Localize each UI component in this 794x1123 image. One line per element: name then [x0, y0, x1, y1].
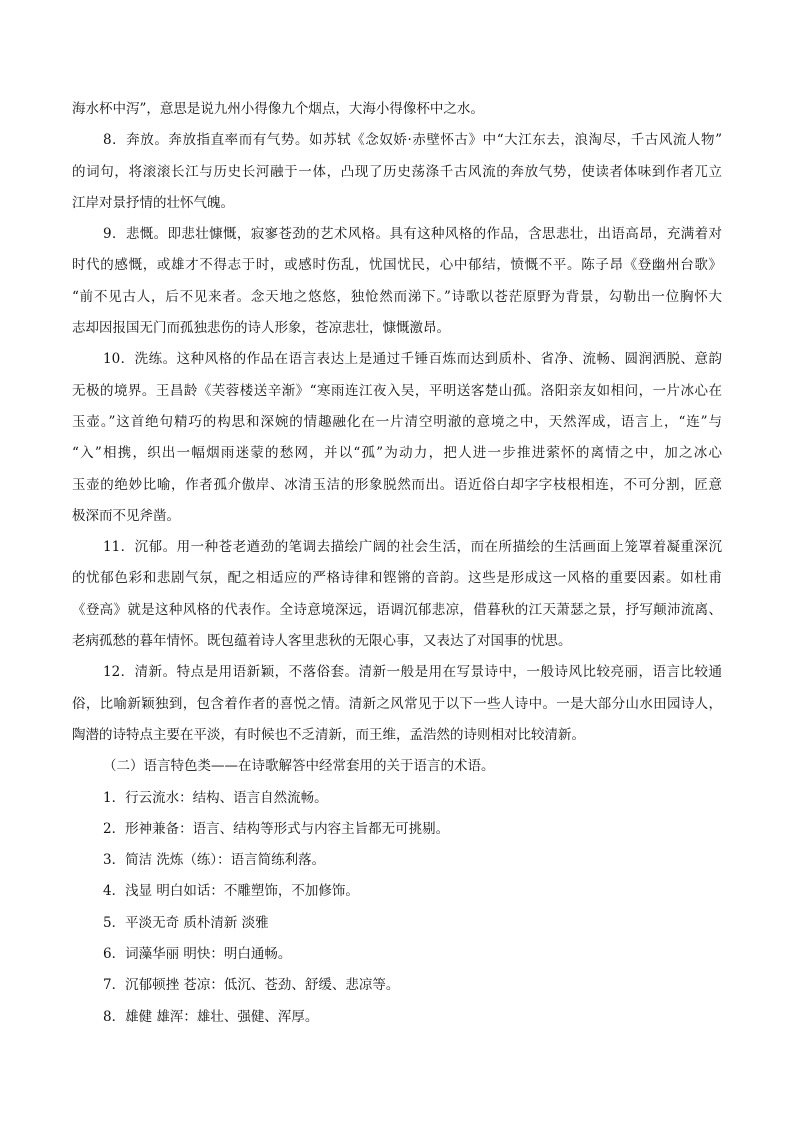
text-line: 志却因报国无门而孤独悲伤的诗人形象，苍凉悲壮，慷慨激昂。: [72, 320, 450, 337]
text-line: 玉壶。”这首绝句精巧的构思和深婉的情趣融化在一片清空明澈的意境之中，天然浑成，语言上，“连”与: [72, 413, 722, 430]
text-line: 老病孤愁的暮年情怀。既包蕴着诗人客里悲秋的无限心事，又表达了对国事的忧思。: [72, 633, 572, 650]
list-item: 2．形神兼备：语言、结构等形式与内容主旨都无可挑剔。: [103, 820, 450, 837]
text-line: 江岸对景抒情的壮怀气魄。: [72, 194, 234, 211]
list-item: 3．简洁 洗炼（练）：语言简练利落。: [103, 852, 326, 869]
text-line: 8．奔放。奔放指直率而有气势。如苏轼《念奴娇·赤壁怀古》中“大江东去，浪淘尽，千古风流人物”: [103, 132, 722, 149]
list-item: 4．浅显 明白如话：不雕塑饰，不加修饰。: [103, 883, 359, 900]
text-line: 极深而不见斧凿。: [72, 507, 180, 524]
item-8-paragraph: [72, 125, 722, 219]
term-list: [72, 783, 722, 1033]
text-line: 时代的感慨，或雄才不得志于时，或感时伤乱，忧国忧民，心中郁结，愤慨不平。陈子昂《登幽州台歌》: [72, 257, 722, 274]
text-line: 9．悲慨。即悲壮慷慨，寂寥苍劲的艺术风格。具有这种风格的作品，含思悲壮，出语高昂，充满着对: [103, 226, 722, 243]
intro-paragraph: [72, 94, 722, 125]
text-line: 无极的境界。王昌龄《芙蓉楼送辛渐》“寒雨连江夜入吴，平明送客楚山孤。洛阳亲友如相问，一片冰心在: [72, 382, 722, 399]
text-line: “前不见古人，后不见来者。念天地之悠悠，独怆然而涕下。”诗歌以苍茫原野为背景，勾勒出一位胸怀大: [72, 288, 722, 305]
text-line: 俗，比喻新颖独到，包含着作者的喜悦之情。清新之风常见于以下一些人诗中。一是大部分山水田园诗人，: [72, 695, 722, 712]
item-12-paragraph: [72, 657, 722, 751]
text-line: 11．沉郁。用一种苍老遒劲的笔调去描绘广阔的社会生活，而在所描绘的生活画面上笼罩着凝重深沉: [103, 539, 722, 556]
section-heading: （二）语言特色类——在诗歌解答中经常套用的关于语言的术语。: [103, 758, 495, 775]
text-line: 的词句，将滚滚长江与历史长河融于一体，凸现了历史荡涤千古风流的奔放气势，使读者体味到作者兀立: [72, 163, 722, 180]
text-line: 《登高》就是这种风格的代表作。全诗意境深远，语调沉郁悲凉，借暮秋的江天萧瑟之景，抒写颠沛流离、: [72, 601, 722, 618]
text-line: 10．洗练。这种风格的作品在语言表达上是通过千锤百炼而达到质朴、省净、流畅、圆润洒脱、意韵: [103, 351, 722, 368]
item-10-paragraph: [72, 344, 722, 532]
list-item: 7．沉郁顿挫 苍凉：低沉、苍劲、舒缓、悲凉等。: [103, 977, 400, 994]
item-11-paragraph: [72, 532, 722, 657]
text-line: 陶潜的诗特点主要在平淡，有时候也不乏清新，而王维，孟浩然的诗则相对比较清新。: [72, 726, 585, 743]
item-9-paragraph: [72, 219, 722, 344]
list-item: 1．行云流水：结构、语言自然流畅。: [103, 789, 328, 806]
list-item: 8．雄健 雄浑：雄壮、强健、浑厚。: [103, 1008, 319, 1025]
document-body: [72, 94, 722, 1033]
list-item: 6．词藻华丽 明快：明白通畅。: [103, 946, 292, 963]
text-line: “入”相携，织出一幅烟雨迷蒙的愁网，并以“孤”为动力，把人进一步推进萦怀的离情之中，加之冰心: [72, 445, 722, 462]
text-line: 玉壶的绝妙比喻，作者孤介傲岸、冰清玉洁的形象脱然而出。语近俗白却字字枝根相连，不可分割，匠意: [72, 476, 722, 493]
list-item: 5．平淡无奇 质朴清新 淡雅: [103, 914, 269, 931]
text-line: 的忧郁色彩和悲剧气氛，配之相适应的严格诗律和铿锵的音韵。这些是形成这一风格的重要因素。如杜甫: [72, 570, 722, 587]
text-line: 12．清新。特点是用语新颖，不落俗套。清新一般是用在写景诗中，一般诗风比较亮丽，语言比较通: [103, 664, 722, 681]
text-line: 海水杯中泻”，意思是说九州小得像九个烟点，大海小得像杯中之水。: [72, 101, 484, 117]
